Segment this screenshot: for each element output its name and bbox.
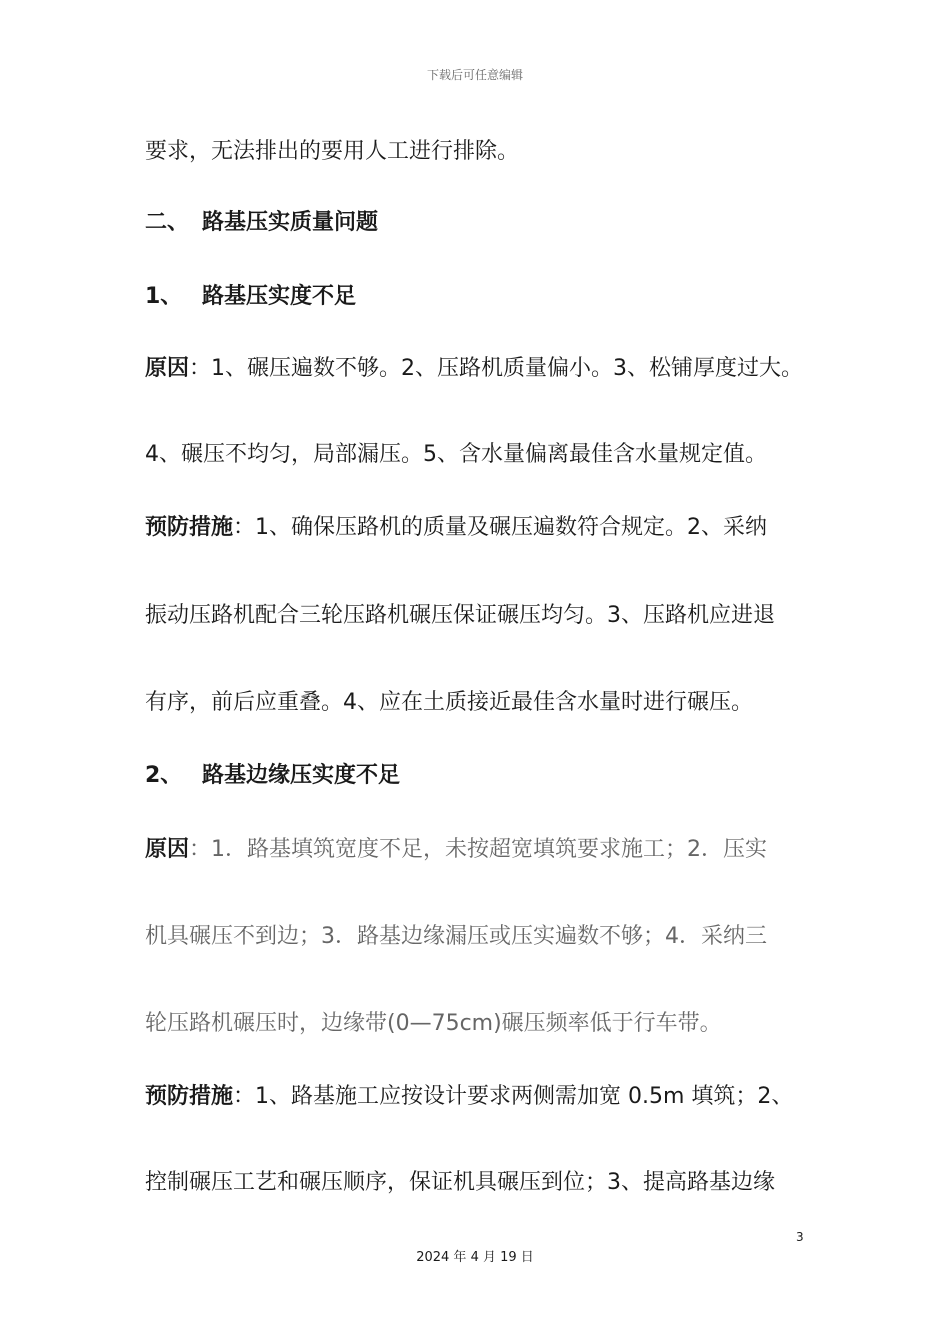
prevention-text: ：1、确保压路机的质量及碾压遍数符合规定。2、采纳 [233,515,768,540]
cause-paragraph-1-line-2: 4、碾压不均匀，局部漏压。5、含水量偏离最佳含水量规定值。 [145,442,767,467]
paragraph-continuation: 要求，无法排出的要用人工进行排除。 [145,139,520,164]
page-number: 3 [796,1230,804,1244]
subsection-title-1: 路基压实度不足 [202,284,357,309]
prevention-text: ：1、路基施工应按设计要求两侧需加宽 0.5m 填筑；2、 [233,1084,794,1109]
section-number: 二、 [145,210,190,235]
section-heading [145,208,845,238]
cause-paragraph-2-line-2: 机具碾压不到边；3．路基边缘漏压或压实遍数不够；4．采纳三 [145,924,767,949]
prevention-paragraph-2-line-1 [145,1082,845,1112]
prevention-paragraph-2-line-2: 控制碾压工艺和碾压顺序，保证机具碾压到位；3、提高路基边缘 [145,1170,775,1195]
subsection-number-2: 2、 [145,763,183,788]
section-title: 路基压实质量问题 [202,210,379,235]
cause-text: ：1、碾压遍数不够。2、压路机质量偏小。3、松铺厚度过大。 [189,356,804,381]
subsection-heading-2 [145,761,845,791]
cause-label: 原因 [145,837,190,862]
cause-text: ：1．路基填筑宽度不足，未按超宽填筑要求施工；2．压实 [189,837,768,862]
prevention-label: 预防措施 [145,1084,234,1109]
prevention-paragraph-1-line-2: 振动压路机配合三轮压路机碾压保证碾压均匀。3、压路机应进退 [145,603,775,628]
subsection-title-2: 路基边缘压实度不足 [202,763,401,788]
prevention-label: 预防措施 [145,515,234,540]
cause-label: 原因 [145,356,190,381]
page-header: 下载后可任意编辑 [426,68,523,82]
cause-paragraph-1-line-1 [145,354,845,384]
prevention-paragraph-1-line-3: 有序，前后应重叠。4、应在土质接近最佳含水量时进行碾压。 [145,690,753,715]
prevention-paragraph-1-line-1 [145,513,845,543]
subsection-heading-1 [145,282,845,312]
footer-date: 2024 年 4 月 19 日 [416,1250,534,1265]
cause-paragraph-2-line-1 [145,835,845,865]
subsection-number-1: 1、 [145,284,183,309]
cause-paragraph-2-line-3: 轮压路机碾压时，边缘带(0—75cm)碾压频率低于行车带。 [145,1011,722,1036]
